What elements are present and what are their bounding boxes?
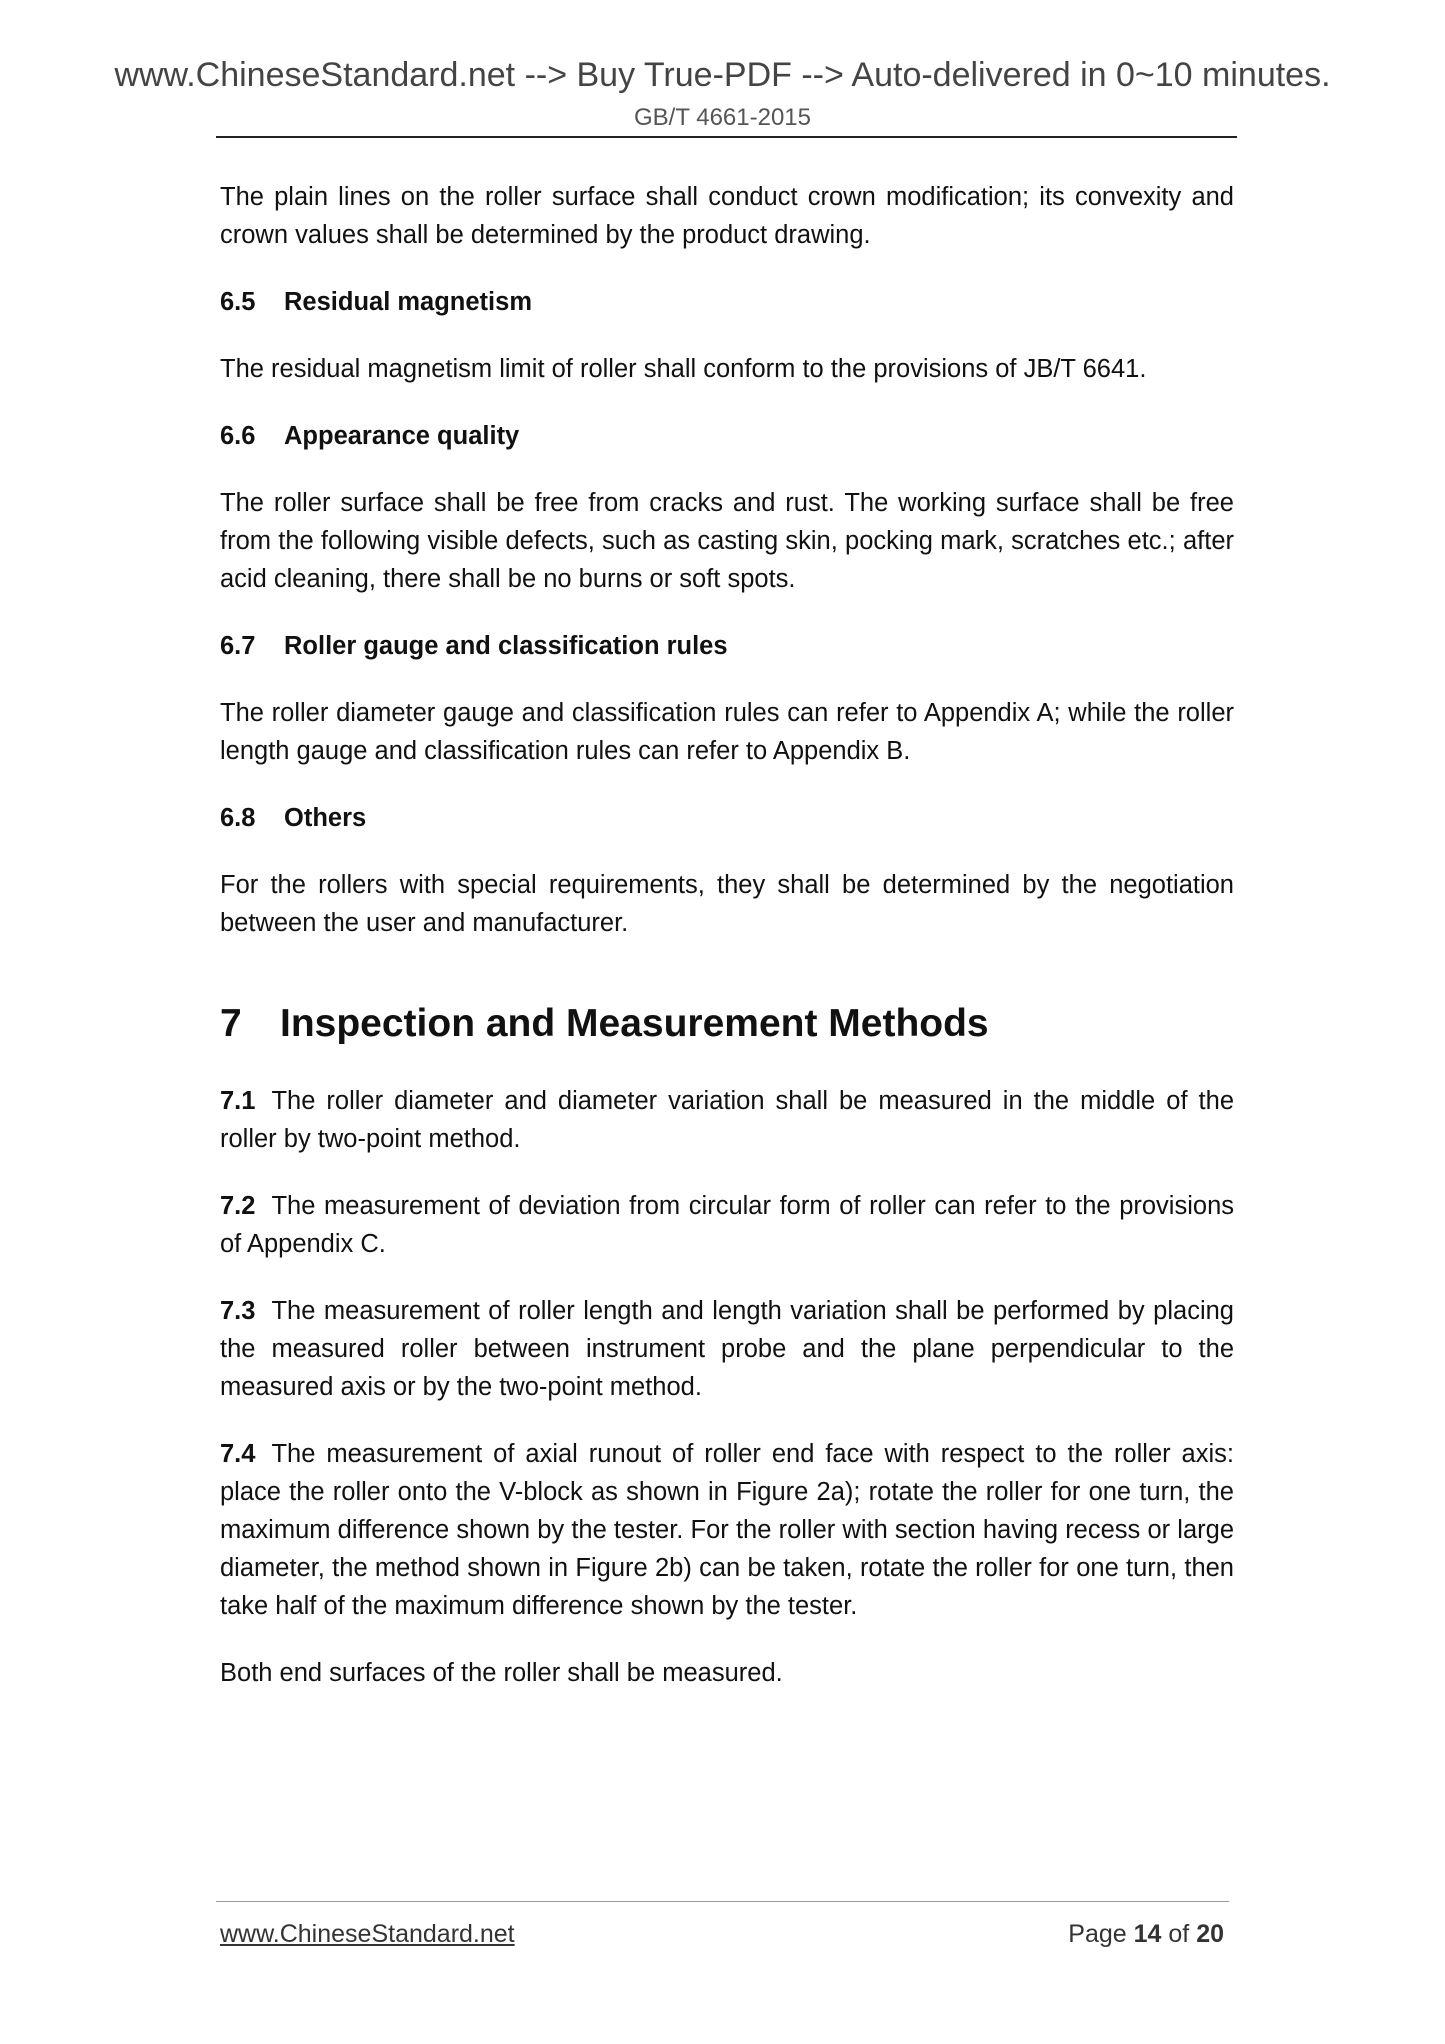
section-title: Others	[284, 804, 367, 832]
clause-number: 7.4	[220, 1440, 256, 1468]
clause-7-4	[220, 1435, 1234, 1625]
chapter-heading	[220, 1000, 1234, 1048]
clause-7-2	[220, 1187, 1234, 1263]
clause-number: 7.1	[220, 1087, 256, 1115]
header-divider	[216, 136, 1237, 138]
page-total: 20	[1196, 1920, 1224, 1948]
clause-number: 7.2	[220, 1192, 256, 1220]
section-heading-6-5	[220, 283, 1234, 321]
section-title: Roller gauge and classification rules	[284, 632, 728, 660]
section-title: Appearance quality	[284, 422, 520, 450]
section-number: 6.6	[220, 422, 256, 450]
section-paragraph-6-7: The roller diameter gauge and classification rules can refer to Appendix A; while the roller length gauge and classification rules can refer to Appendix B.	[220, 699, 1234, 765]
section-paragraph-6-5: The residual magnetism limit of roller shall conform to the provisions of JB/T 6641.	[220, 355, 1147, 383]
page-indicator	[1068, 1920, 1224, 1949]
section-heading-6-8	[220, 799, 1234, 837]
clause-text: The measurement of roller length and length variation shall be performed by placing the measured roller between instrument probe and the plane perpendicular to the measured axis or by the two-point method.	[220, 1297, 1234, 1401]
section-title: Residual magnetism	[284, 288, 532, 316]
header-banner: www.ChineseStandard.net --> Buy True-PDF --> Auto-delivered in 0~10 minutes.	[114, 56, 1331, 94]
page-of: of	[1168, 1920, 1190, 1948]
section-number: 6.5	[220, 288, 256, 316]
clause-text: The measurement of axial runout of roller end face with respect to the roller axis: place the roller onto the V-block as shown in Figure 2a); rotate the roller for one turn, the maximum difference shown by the tester. For the roller with section having recess or large diameter, the method shown in Figure 2b) can be taken, rotate the roller for one turn, then take half of the maximum difference shown by the tester.	[220, 1440, 1234, 1620]
section-paragraph-6-8: For the rollers with special requirements, they shall be determined by the negotiation between the user and manufacturer.	[220, 871, 1234, 937]
chapter-number: 7	[220, 1002, 242, 1045]
clause-number: 7.3	[220, 1297, 256, 1325]
clause-7-3	[220, 1292, 1234, 1406]
intro-paragraph: The plain lines on the roller surface shall conduct crown modification; its convexity and crown values shall be determined by the product drawing.	[220, 183, 1234, 249]
document-body	[220, 178, 1234, 1692]
section-number: 6.7	[220, 632, 256, 660]
section-paragraph-6-6: The roller surface shall be free from cracks and rust. The working surface shall be free from the following visible defects, such as casting skin, pocking mark, scratches etc.; after acid cleaning, there shall be no burns or soft spots.	[220, 489, 1234, 593]
section-number: 6.8	[220, 804, 256, 832]
clause-7-1	[220, 1082, 1234, 1158]
document-id: GB/T 4661-2015	[633, 104, 811, 131]
chapter-title: Inspection and Measurement Methods	[280, 1002, 989, 1045]
footer-divider	[216, 1901, 1229, 1902]
clause-text: The measurement of deviation from circular form of roller can refer to the provisions of Appendix C.	[220, 1192, 1234, 1258]
closing-paragraph: Both end surfaces of the roller shall be measured.	[220, 1659, 783, 1687]
clause-text: The roller diameter and diameter variation shall be measured in the middle of the roller by two-point method.	[220, 1087, 1234, 1153]
page-current: 14	[1133, 1920, 1162, 1948]
page-prefix: Page	[1068, 1920, 1127, 1948]
section-heading-6-7	[220, 627, 1234, 665]
footer-website-link[interactable]: www.ChineseStandard.net	[220, 1920, 515, 1948]
section-heading-6-6	[220, 417, 1234, 455]
